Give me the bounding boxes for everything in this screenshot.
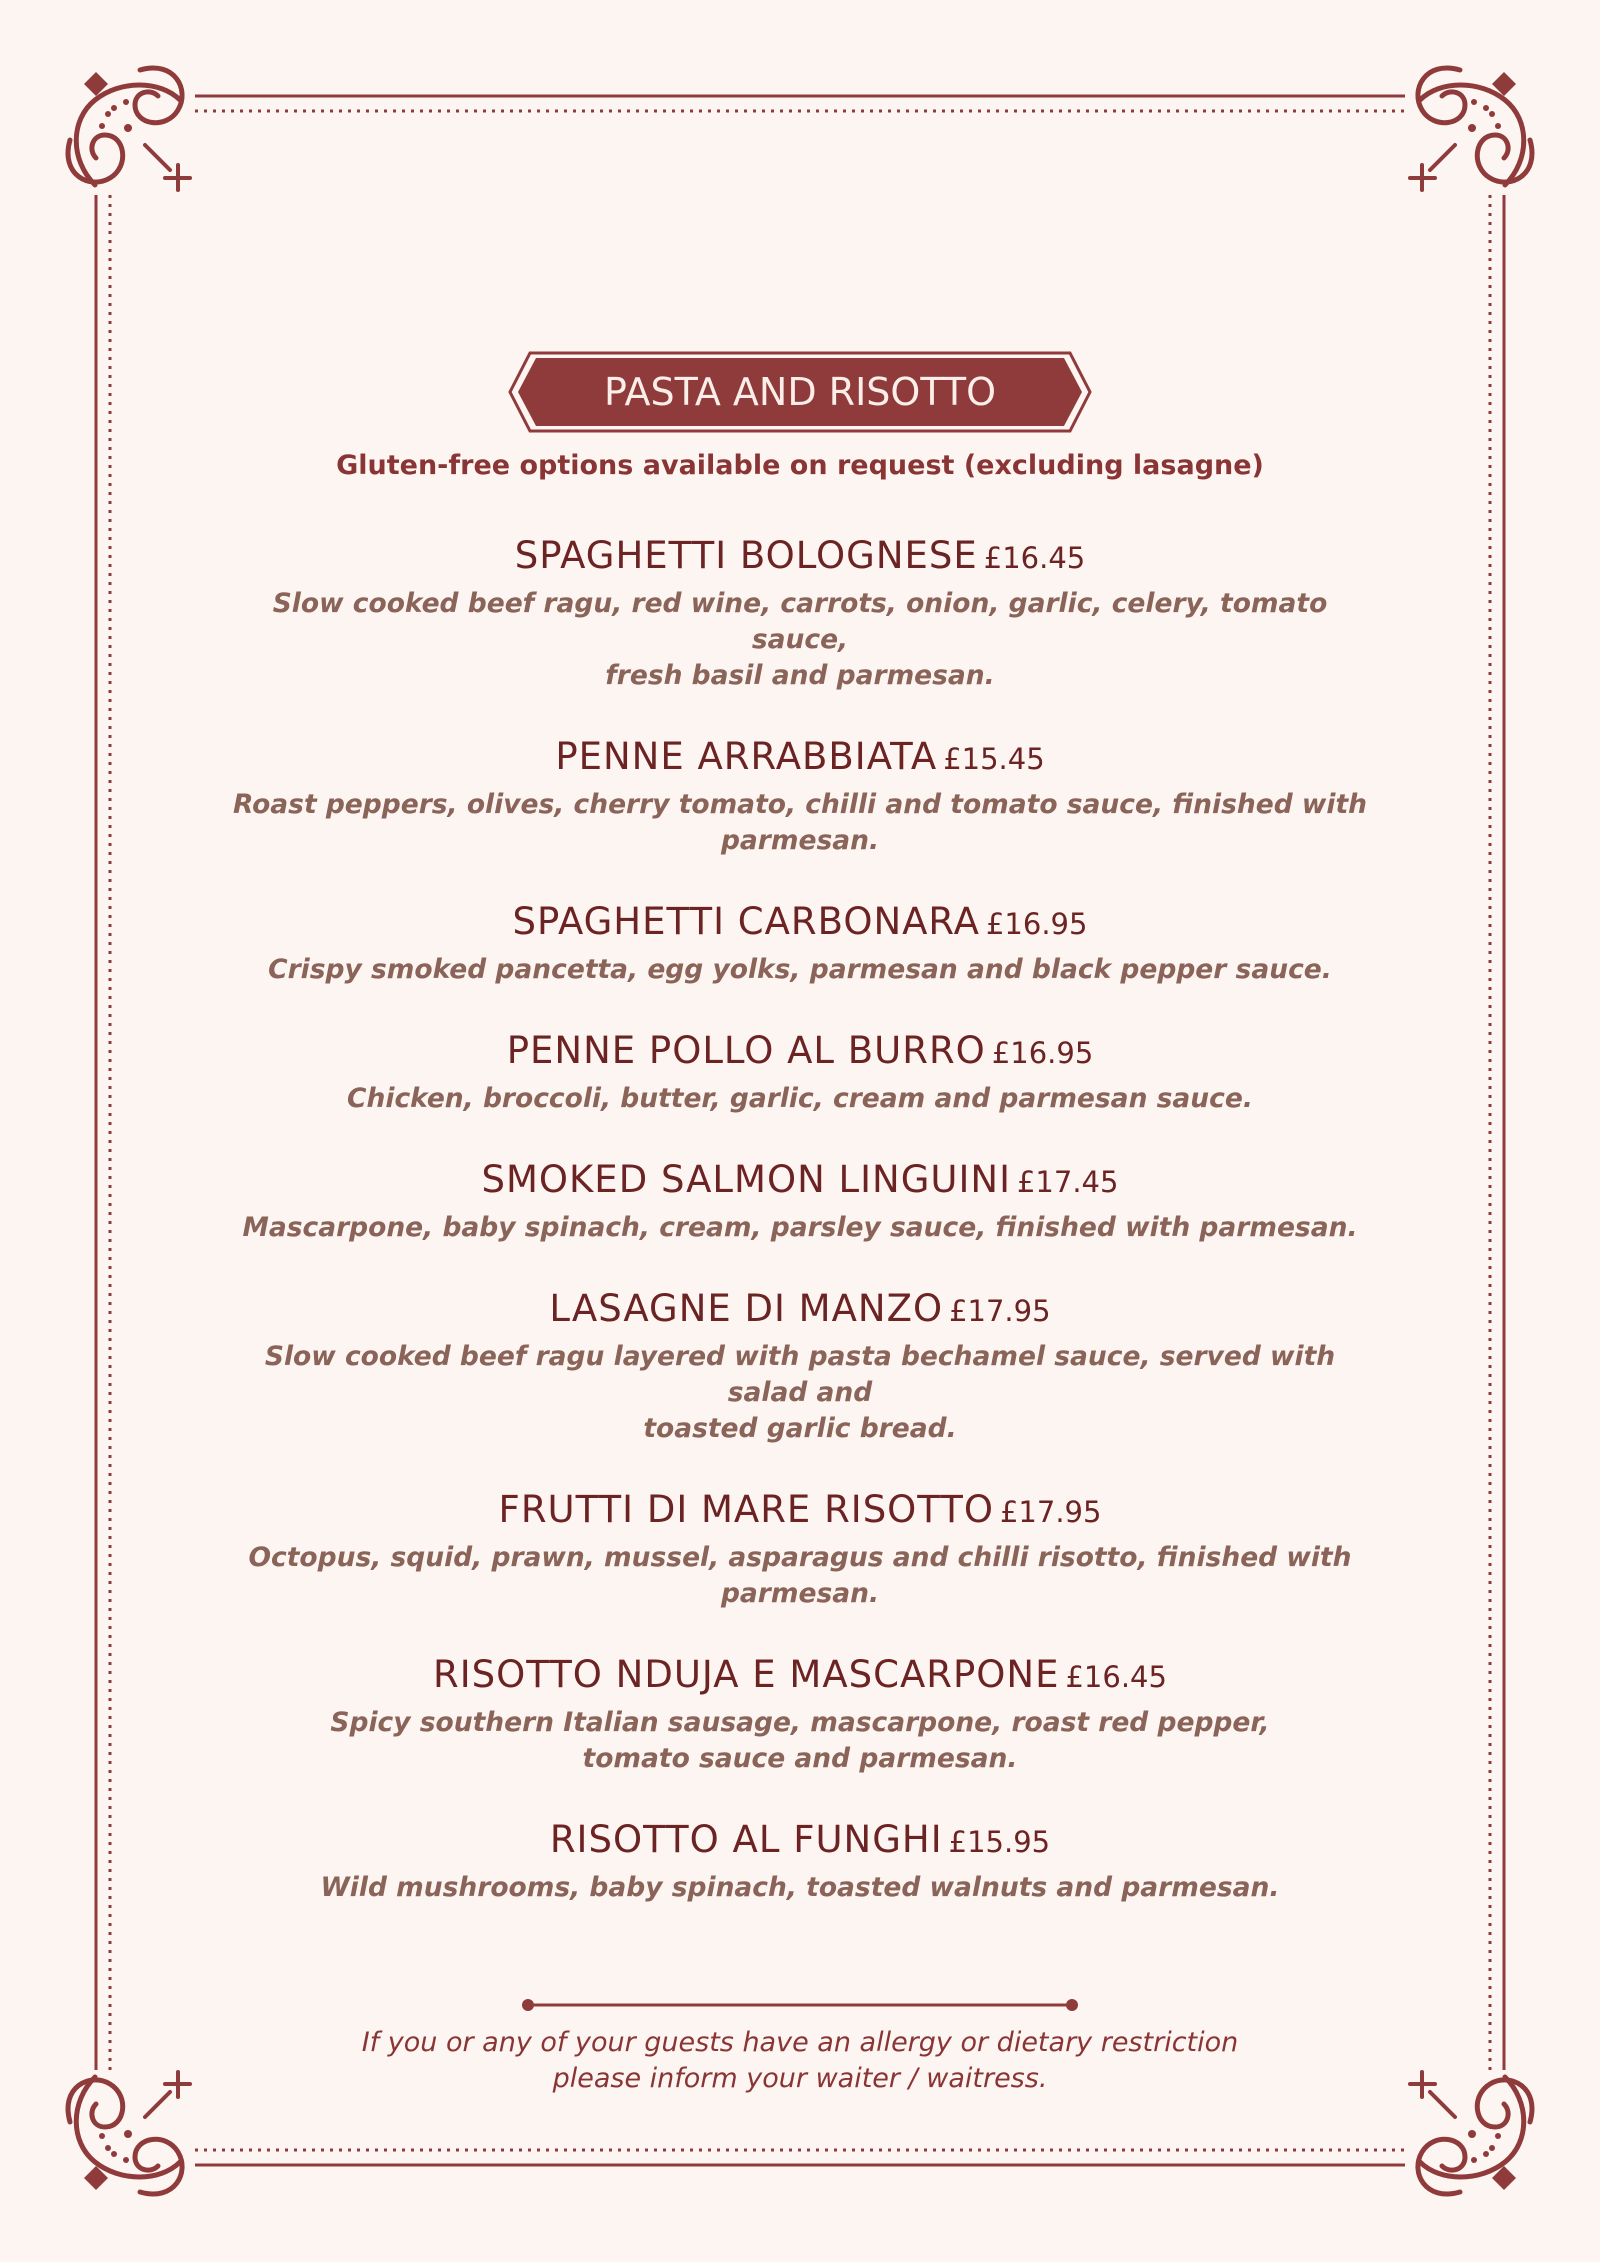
menu-item-name: LASAGNE DI MANZO [549, 1287, 944, 1330]
menu-item [0, 734, 1600, 859]
menu-item-description: Spicy southern Italian sausage, mascarpone, roast red pepper, [330, 1707, 1270, 1738]
menu-item [0, 1487, 1600, 1612]
menu-item-description: Crispy smoked pancetta, egg yolks, parmesan and black pepper sauce. [268, 954, 1332, 985]
menu-item-price: £16.95 [985, 907, 1088, 941]
menu-item-name: PENNE POLLO AL BURRO [506, 1029, 986, 1072]
menu-item [0, 1652, 1600, 1777]
menu-item-name: SMOKED SALMON LINGUINI [481, 1158, 1011, 1201]
menu-item-heading [0, 533, 1600, 586]
menu-item-description: Chicken, broccoli, butter, garlic, cream and parmesan sauce. [347, 1083, 1253, 1114]
menu-item-description: toasted garlic bread. [643, 1413, 957, 1444]
menu-item-price: £16.45 [1065, 1660, 1167, 1694]
menu-item-name: FRUTTI DI MARE RISOTTO [498, 1488, 994, 1531]
menu-item [0, 1028, 1600, 1117]
allergy-note-line-1: If you or any of your guests have an allergy or dietary restriction [361, 2027, 1239, 2058]
corner-ornament-top-right [1410, 68, 1532, 190]
menu-item-heading [0, 1652, 1600, 1705]
menu-item-price: £16.95 [991, 1036, 1094, 1070]
menu-item-heading [0, 1286, 1600, 1339]
menu-item-heading [0, 899, 1600, 952]
menu-item-description: Octopus, squid, prawn, mussel, asparagus and chilli risotto, finished with parmesan. [248, 1542, 1352, 1609]
menu-item-description: Roast peppers, olives, cherry tomato, chilli and tomato sauce, finished with parmesan. [233, 789, 1367, 856]
menu-item [0, 1157, 1600, 1246]
section-title-banner [508, 350, 1092, 434]
menu-item-price: £16.45 [983, 541, 1086, 575]
menu-item-description: Mascarpone, baby spinach, cream, parsley sauce, finished with parmesan. [242, 1212, 1358, 1243]
menu-item-heading [0, 1487, 1600, 1540]
menu-item-price: £17.95 [999, 1495, 1102, 1529]
menu-item-name: RISOTTO AL FUNGHI [549, 1818, 943, 1861]
menu-item [0, 1817, 1600, 1906]
menu-item-name: RISOTTO NDUJA E MASCARPONE [433, 1653, 1060, 1696]
menu-item-name: SPAGHETTI CARBONARA [512, 900, 980, 943]
menu-item-description: Wild mushrooms, baby spinach, toasted walnuts and parmesan. [320, 1872, 1280, 1903]
menu-item-price: £17.95 [949, 1294, 1051, 1328]
menu-item-heading [0, 1028, 1600, 1081]
menu-items [0, 533, 1600, 1946]
footer-divider [522, 1998, 1078, 2012]
menu-item-heading [0, 1157, 1600, 1210]
allergy-note-line-2: please inform your waiter / waitress. [552, 2063, 1048, 2094]
menu-item-description: Slow cooked beef ragu, red wine, carrots, onion, garlic, celery, tomato sauce, [272, 588, 1328, 655]
gluten-free-note: Gluten-free options available on request (excluding lasagne) [336, 450, 1264, 481]
menu-item-price: £15.45 [943, 742, 1045, 776]
menu-item [0, 1286, 1600, 1447]
menu-item [0, 533, 1600, 694]
menu-item-description: Slow cooked beef ragu layered with pasta bechamel sauce, served with salad and [264, 1341, 1336, 1408]
menu-item-price: £17.45 [1016, 1165, 1119, 1199]
menu-item-description: tomato sauce and parmesan. [582, 1743, 1018, 1774]
section-title: PASTA AND RISOTTO [603, 370, 996, 414]
menu-item-name: SPAGHETTI BOLOGNESE [514, 534, 978, 577]
menu-item-description: fresh basil and parmesan. [605, 660, 995, 691]
menu-item-heading [0, 1817, 1600, 1870]
menu-item [0, 899, 1600, 988]
menu-item-name: PENNE ARRABBIATA [555, 735, 938, 778]
menu-item-heading [0, 734, 1600, 787]
corner-ornament-top-left [68, 68, 190, 190]
menu-item-price: £15.95 [948, 1825, 1051, 1859]
allergy-note [0, 2025, 1600, 2097]
